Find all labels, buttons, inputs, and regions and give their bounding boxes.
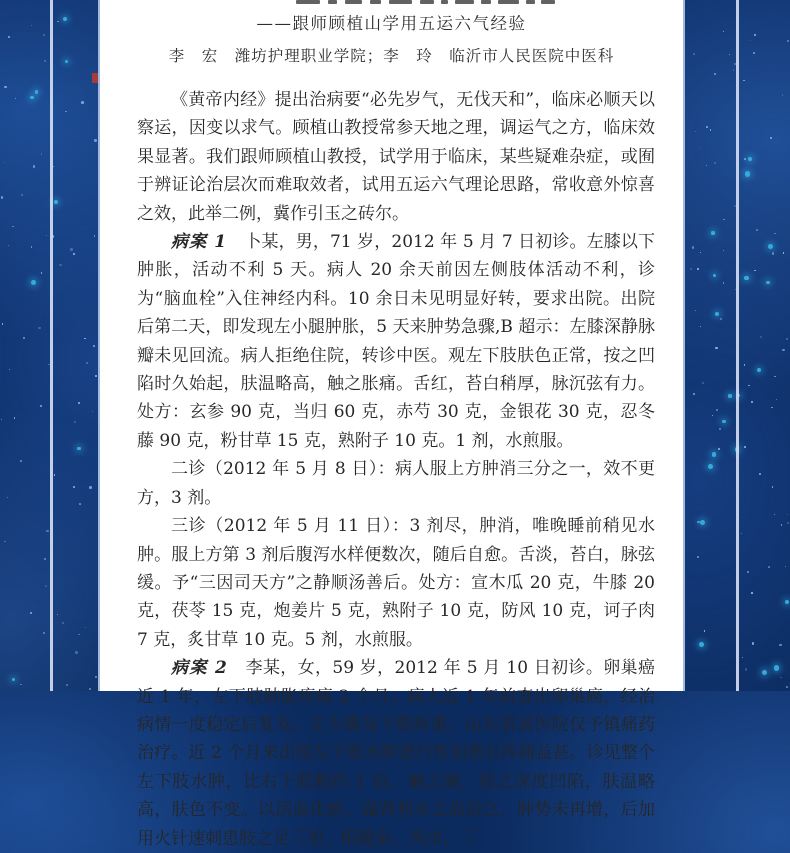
star-dot	[697, 268, 699, 270]
star-dot	[750, 40, 751, 41]
star-dot	[92, 411, 93, 412]
star-dot	[9, 369, 11, 371]
star-dot	[70, 248, 72, 250]
star-dot	[33, 165, 35, 167]
star-dot	[756, 229, 758, 231]
star-dot	[94, 139, 96, 141]
star-dot	[41, 153, 43, 155]
star-dot	[2, 323, 4, 325]
star-dot	[12, 226, 14, 228]
star-dot	[20, 684, 21, 685]
paragraph	[137, 654, 655, 853]
star-dot	[714, 162, 716, 164]
star-dot	[41, 272, 43, 274]
star-dot	[762, 670, 767, 675]
star-dot	[700, 252, 701, 253]
star-dot	[4, 541, 6, 543]
star-dot	[46, 530, 49, 533]
paragraph-text: 李某，女，59 岁，2012 年 5 月 10 日初诊。卵巢癌近 1 年，左下肢肿胀疼痛 2 个月。病人近 1 年前查出卵巢癌，经治病情一度稳定后复发。左少腹及下肢疼重，山东省某医院仅予镇痛药治疗。近 2 个月来出现左下肢水肿进行性加重且疼痛益甚。诊见整个左下肢水肿，比右下肢粗约 1 倍，触之硬，按之深度凹陷，肤温略高，肤色不变。以活血化瘀、温肾利水之品治之，肿势未再增，后加用火针速刺患肢之足三里、阳陵泉、风市、三	[137, 658, 656, 849]
paragraph	[137, 512, 655, 654]
star-dot	[43, 632, 45, 634]
star-dot	[95, 375, 97, 377]
star-dot	[787, 514, 789, 516]
star-dot	[754, 270, 756, 272]
star-dot	[84, 338, 86, 340]
star-dot	[697, 556, 699, 558]
star-dot	[94, 235, 96, 237]
star-dot	[745, 668, 748, 671]
star-dot	[1, 196, 3, 198]
star-dot	[4, 86, 6, 88]
article-body	[137, 86, 655, 853]
right-margin-guide-line	[736, 0, 739, 691]
star-dot	[723, 250, 724, 251]
star-dot	[751, 401, 753, 403]
star-dot	[62, 622, 64, 624]
star-dot	[44, 60, 46, 62]
star-dot	[759, 473, 761, 475]
star-dot	[744, 446, 746, 448]
star-dot	[716, 409, 718, 411]
star-dot	[774, 376, 775, 377]
star-dot	[690, 268, 692, 270]
star-dot	[713, 274, 716, 277]
paragraph-text: 三诊（2012 年 5 月 11 日）：3 剂尽，肿消，唯晚睡前稍见水肿。服上方第 3 剂后腹泻水样便数次，随后自愈。舌淡，苔白，脉弦缓。予“三因司天方”之静顺汤善后。处方：宣木瓜 20 克，牛膝 20 克，茯苓 15 克，炮姜片 5 克，熟附子 10 克，防风 10 克，诃子肉 7 克，炙甘草 10 克。5 剂，水煎服。	[137, 516, 655, 650]
star-dot	[772, 486, 773, 487]
star-dot	[712, 415, 713, 416]
star-dot	[59, 264, 62, 267]
star-dot	[744, 364, 746, 366]
star-dot	[81, 101, 84, 104]
star-dot	[776, 399, 777, 400]
star-dot	[14, 417, 15, 418]
star-dot	[30, 612, 31, 613]
star-dot	[783, 252, 785, 254]
red-edge-mark	[92, 73, 98, 83]
star-dot	[89, 688, 91, 690]
star-dot	[73, 253, 75, 255]
paragraph-text: 二诊（2012 年 5 月 8 日）：病人服上方肿消三分之一，效不更方，3 剂。	[137, 459, 655, 508]
star-dot	[722, 420, 726, 424]
star-dot	[712, 452, 716, 456]
star-dot	[21, 194, 22, 195]
star-dot	[57, 21, 58, 22]
star-dot	[786, 338, 788, 340]
star-dot	[757, 368, 761, 372]
star-dot	[77, 447, 81, 451]
star-dot	[733, 69, 734, 70]
star-dot	[23, 337, 25, 339]
star-dot	[700, 147, 701, 148]
star-dot	[78, 634, 80, 636]
star-dot	[729, 54, 731, 56]
star-dot	[774, 514, 775, 515]
star-dot	[715, 347, 717, 349]
star-dot	[40, 405, 42, 407]
star-dot	[781, 524, 783, 526]
star-dot	[93, 345, 95, 347]
star-dot	[708, 464, 713, 469]
star-dot	[66, 684, 68, 686]
star-dot	[89, 486, 92, 489]
star-dot	[774, 233, 776, 235]
case-label: 病案 1	[171, 232, 228, 253]
paragraph-text: 《黄帝内经》提出治病要“必先岁气，无伐天和”，临床必顺天以察运，因变以求气。顾植山教授常参天地之理，调运气之方，临床效果显著。我们跟师顾植山教授，试学用于临床，某些疑难杂症，或囿于辨证论治层次而难取效者，试用五运六气理论思路，常收意外惊喜之效，此举二例，冀作引玉之砖尔。	[137, 90, 655, 224]
star-dot	[702, 382, 704, 384]
star-dot	[31, 25, 32, 26]
star-dot	[695, 310, 696, 311]
star-dot	[774, 665, 779, 670]
star-dot	[720, 318, 722, 320]
case-label: 病案 2	[171, 658, 228, 679]
document-page	[98, 0, 685, 849]
star-dot	[744, 158, 746, 160]
star-dot	[693, 53, 695, 55]
star-dot	[748, 157, 752, 161]
star-dot	[43, 34, 45, 36]
star-dot	[771, 407, 772, 408]
star-dot	[692, 246, 695, 249]
star-dot	[706, 126, 707, 127]
star-dot	[723, 282, 725, 284]
star-dot	[711, 231, 714, 234]
star-dot	[728, 394, 731, 397]
star-dot	[57, 614, 58, 615]
star-dot	[74, 421, 76, 423]
star-dot	[786, 686, 788, 688]
star-dot	[718, 448, 720, 450]
star-dot	[745, 171, 750, 176]
star-dot	[744, 276, 748, 280]
star-dot	[760, 336, 762, 338]
star-dot	[723, 219, 724, 220]
star-dot	[715, 312, 720, 317]
star-dot	[787, 40, 789, 42]
star-dot	[693, 393, 695, 395]
star-dot	[31, 280, 36, 285]
star-dot	[748, 385, 750, 387]
star-dot	[78, 402, 81, 405]
star-dot	[65, 111, 66, 112]
paragraph	[137, 228, 655, 455]
star-dot	[79, 503, 81, 505]
star-dot	[754, 34, 756, 36]
star-dot	[723, 31, 725, 33]
star-dot	[770, 137, 772, 139]
star-dot	[30, 96, 33, 99]
star-dot	[700, 326, 701, 327]
star-dot	[772, 252, 775, 255]
star-dot	[4, 162, 5, 163]
star-dot	[753, 52, 755, 54]
paragraph	[137, 455, 655, 512]
left-margin-guide-line	[50, 0, 53, 691]
star-dot	[75, 651, 77, 653]
star-dot	[20, 460, 22, 462]
star-dot	[747, 571, 749, 573]
star-dot	[31, 246, 32, 247]
star-dot	[95, 676, 97, 678]
star-dot	[45, 585, 47, 587]
paragraph	[137, 86, 655, 228]
star-dot	[714, 73, 716, 75]
star-dot	[741, 533, 742, 534]
star-dot	[766, 281, 769, 284]
star-dot	[719, 428, 721, 430]
star-dot	[695, 131, 697, 133]
star-dot	[54, 474, 55, 475]
star-dot	[710, 129, 711, 130]
star-dot	[704, 630, 706, 632]
star-dot	[12, 678, 15, 681]
star-dot	[63, 17, 67, 21]
paragraph-text: 卜某，男，71 岁，2012 年 5 月 7 日初诊。左膝以下肿胀，活动不利 5 天。病人 20 余天前因左侧肢体活动不利，诊为“脑血栓”入住神经内科。10 余日未见明显好转，要求出院。出院后第二天，即发现左小腿肿胀，5 天来肿势急骤,B 超示：左膝深静脉瓣未见回流。病人拒绝住院，转诊中医。观左下肢肤色正常，按之凹陷时久始起，肤温略高，触之胀痛。舌红，苔白稍厚，脉沉弦有力。处方：玄参 90 克，当归 60 克，赤芍 30 克，金银花 30 克，忍冬藤 90 克，粉甘草 15 克，熟附子 10 克。1 剂，水煎服。	[137, 232, 656, 451]
star-dot	[38, 327, 40, 329]
star-dot	[8, 245, 9, 246]
star-dot	[780, 677, 781, 678]
star-dot	[699, 642, 704, 647]
star-dot	[768, 244, 773, 249]
star-dot	[742, 657, 743, 658]
star-dot	[8, 36, 10, 38]
star-dot	[787, 522, 789, 524]
star-dot	[752, 642, 754, 644]
star-dot	[35, 90, 39, 94]
article-authors: 李 宏 潍坊护理职业学院；李 玲 临沂市人民医院中医科	[168, 47, 615, 65]
star-dot	[785, 566, 786, 567]
star-dot	[65, 60, 68, 63]
star-dot	[7, 497, 8, 498]
star-dot	[15, 98, 16, 99]
star-dot	[700, 520, 705, 525]
star-dot	[782, 94, 784, 96]
star-dot	[768, 566, 770, 568]
star-dot	[779, 644, 782, 647]
star-dot	[54, 200, 58, 204]
star-dot	[73, 486, 75, 488]
star-dot	[46, 235, 47, 236]
star-dot	[85, 627, 86, 628]
star-dot	[785, 600, 789, 604]
star-dot	[706, 165, 707, 166]
star-dot	[743, 80, 745, 82]
article-subtitle: ——跟师顾植山学用五运六气经验	[256, 14, 527, 33]
star-dot	[782, 349, 784, 351]
star-dot	[751, 592, 753, 594]
star-dot	[1, 419, 2, 420]
star-dot	[44, 558, 46, 560]
clipped-title-remnant	[100, 0, 683, 5]
star-dot	[86, 362, 87, 363]
